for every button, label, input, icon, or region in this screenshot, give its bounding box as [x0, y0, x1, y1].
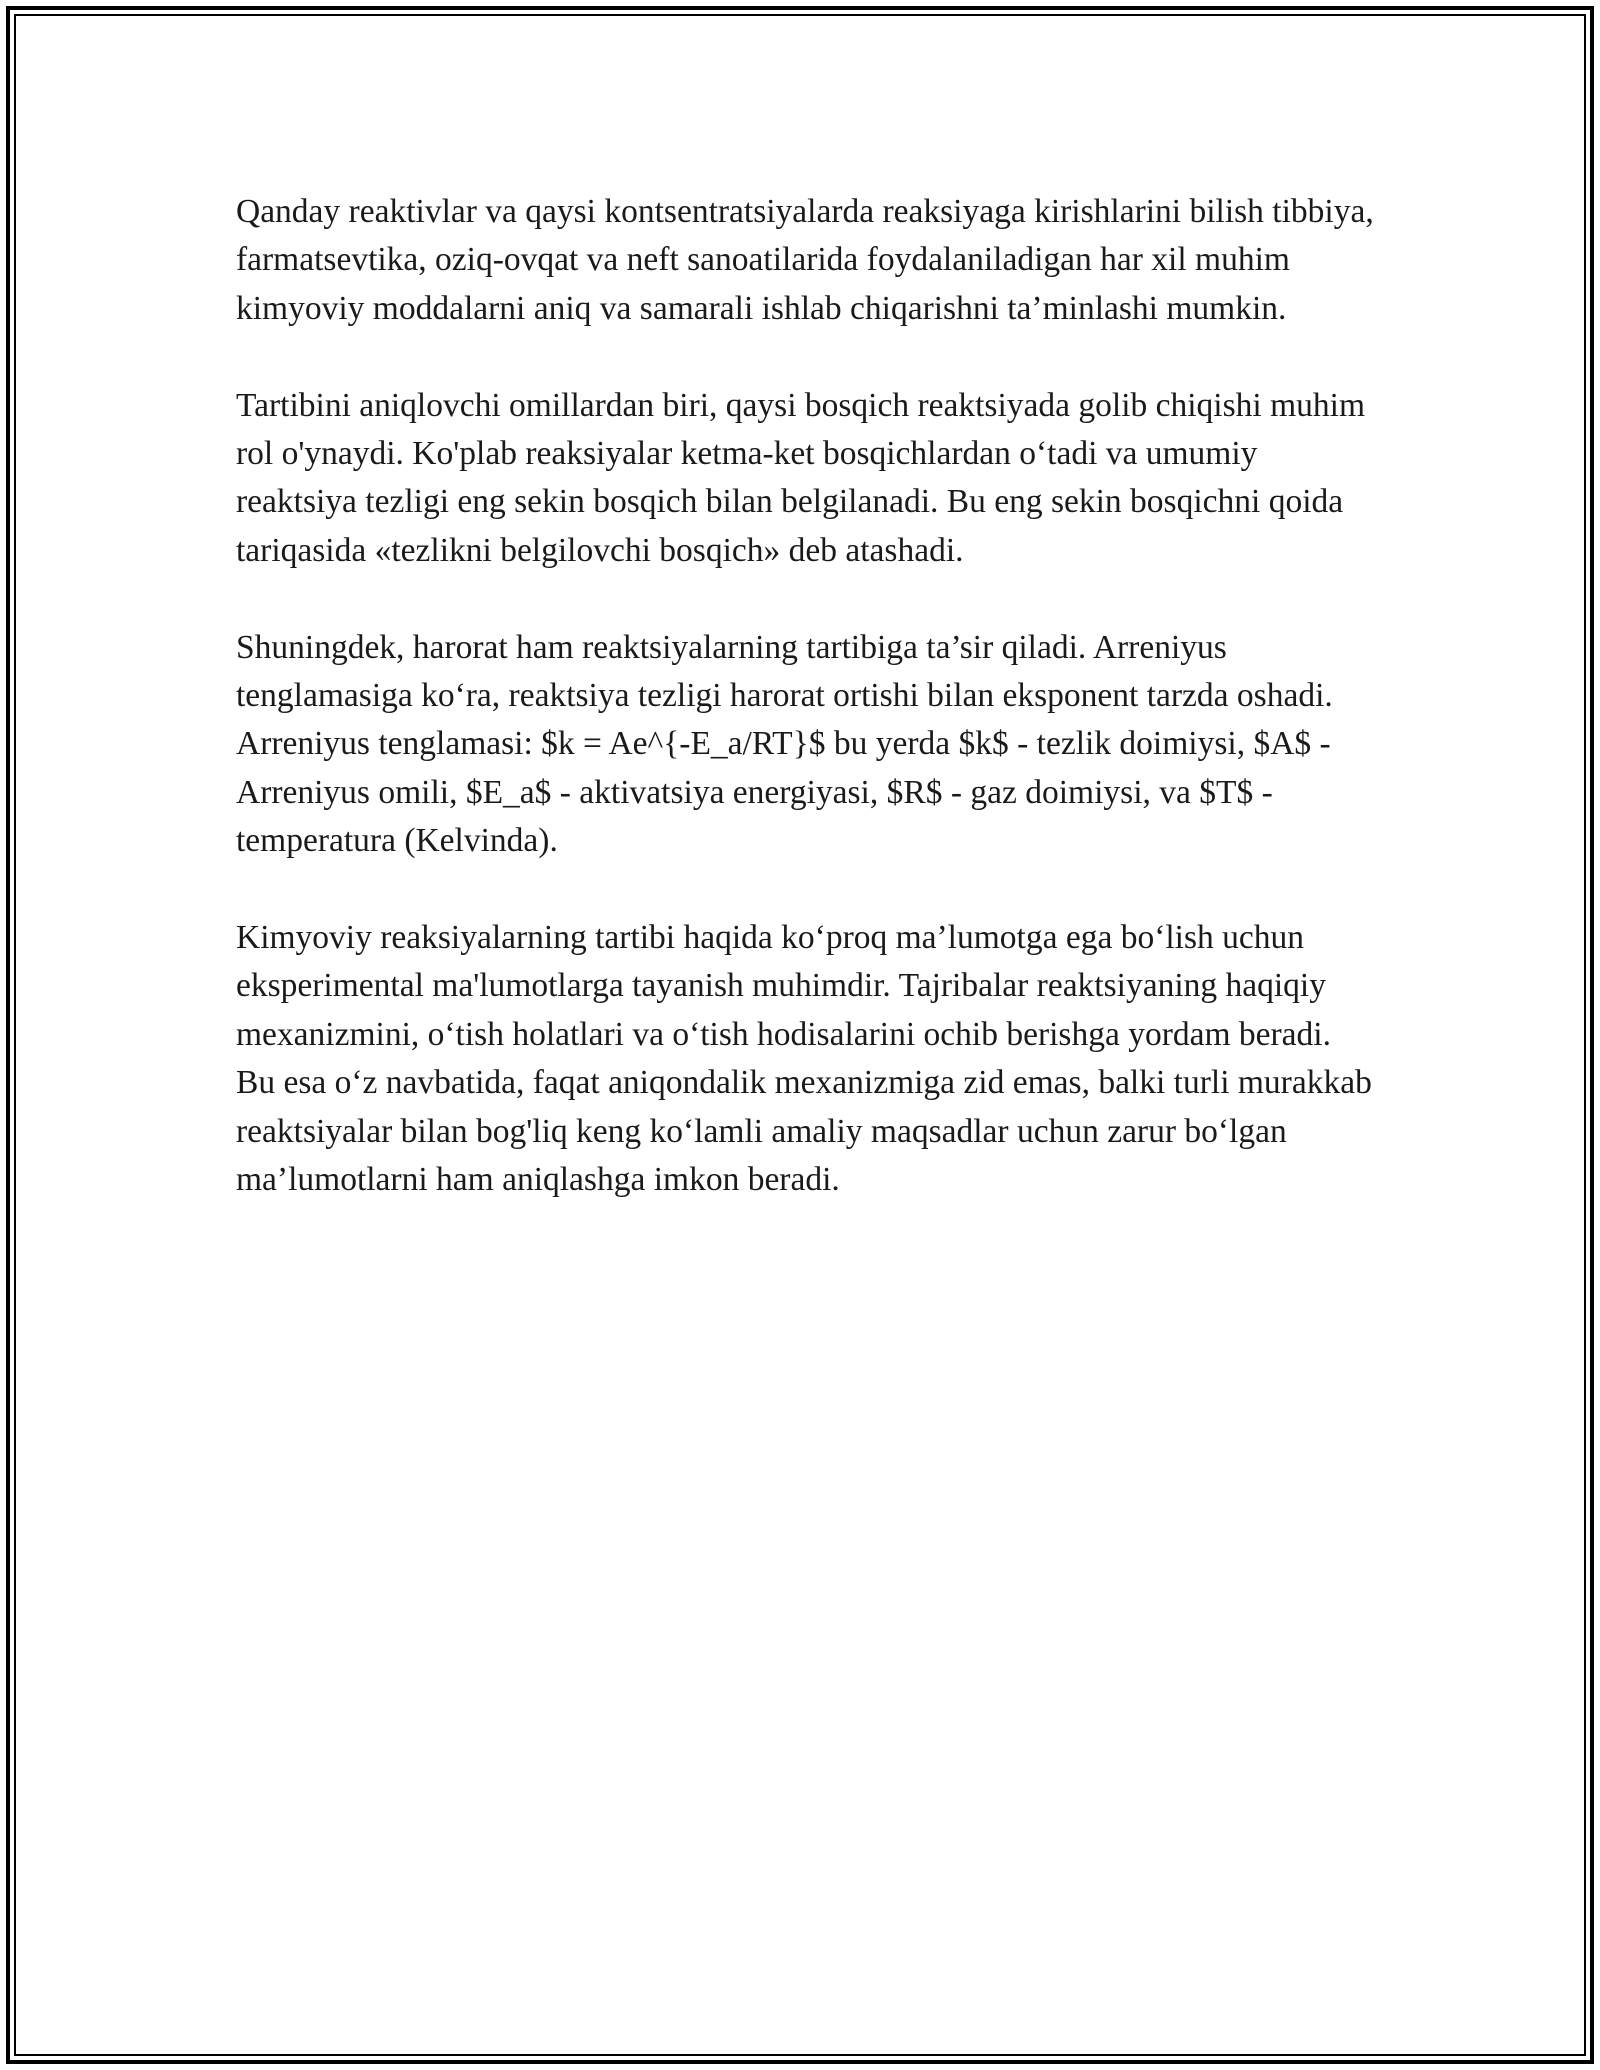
paragraph-2: Tartibini aniqlovchi omillardan biri, qaysi bosqich reaktsiyada golib chiqishi muhim rol o'ynaydi. Ko'plab reaksiyalar ketma-ket bosqichlardan o‘tadi va umumiy reaktsiya tezligi eng sekin bosqich bilan belgilanadi. Bu eng sekin bosqichni qoida tariqasida «tezlikni belgilovchi bosqich» deb atashadi. [236, 386, 1366, 569]
document-body [236, 188, 1376, 1253]
paragraph-3: Shuningdek, harorat ham reaktsiyalarning tartibiga ta’sir qiladi. Arreniyus tenglamasiga ko‘ra, reaktsiya tezligi harorat ortishi bilan eksponent tarzda oshadi. Arreniyus tenglamasi: $k = Ae^{-E_a/RT}$ bu yerda $k$ - tezlik doimiysi, $A$ - Arreniyus omili, $E_a$ - aktivatsiya energiyasi, $R$ - gaz doimiysi, va $T$ - temperatura (Kelvinda). [236, 628, 1333, 860]
paragraph-4: Kimyoviy reaksiyalarning tartibi haqida ko‘proq ma’lumotga ega bo‘lish uchun eksperimental ma'lumotlarga tayanish muhimdir. Tajribalar reaktsiyaning haqiqiy mexanizmini, o‘tish holatlari va o‘tish hodisalarini ochib berishga yordam beradi. Bu esa o‘z navbatida, faqat aniqondalik mexanizmiga zid emas, balki turli murakkab reaktsiyalar bilan bog'liq keng ko‘lamli amaliy maqsadlar uchun zarur bo‘lgan ma’lumotlarni ham aniqlashga imkon beradi. [236, 919, 1372, 1199]
paragraph-1: Qanday reaktivlar va qaysi kontsentratsiyalarda reaksiyaga kirishlarini bilish tibbiya, farmatsevtika, oziq-ovqat va neft sanoatilarida foydalaniladigan har xil muhim kimyoviy moddalarni aniq va samarali ishlab chiqarishni ta’minlashi mumkin. [236, 193, 1374, 327]
